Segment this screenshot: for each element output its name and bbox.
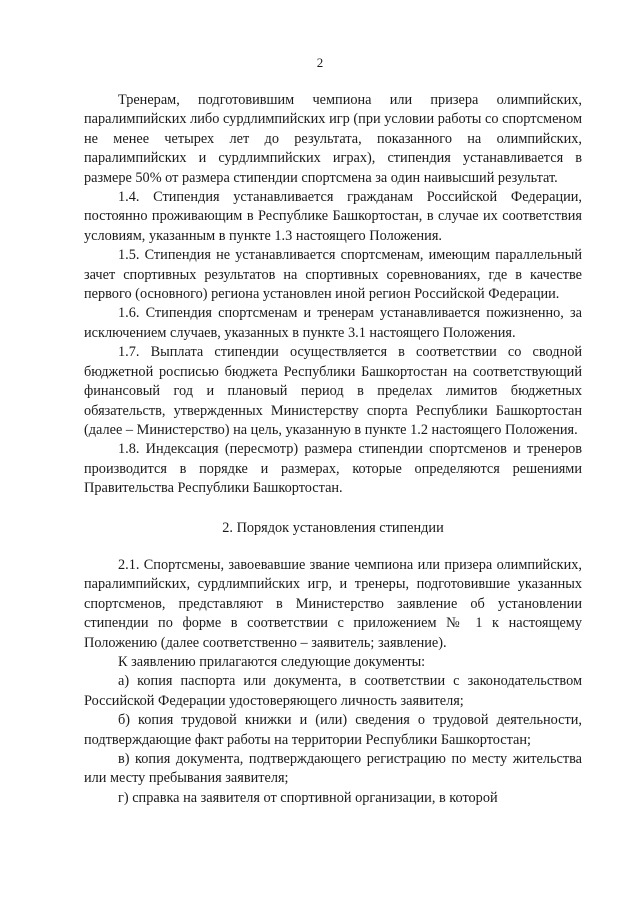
paragraph-coaches: Тренерам, подготовившим чемпиона или призера олимпийских, паралимпийских либо сурдлимпийских игр (при условии работы со спортсменом не менее четырех лет до результата, показанного на олимпийских, паралимпийских и сурдлимпийских играх), стипендия устанавливается в размере 50% от размера стипендии спортсмена за один наивысший результат. — [84, 92, 582, 186]
paragraph-1-5: 1.5. Стипендия не устанавливается спортсменам, имеющим параллельный зачет спортивных результатов на спортивных соревнованиях, где в качестве первого (основного) региона установлен иной регион Российской Федерации. — [84, 247, 582, 303]
list-item-v: в) копия документа, подтверждающего регистрацию по месту жительства или месту пребывания заявителя; — [84, 751, 582, 787]
documents-intro: К заявлению прилагаются следующие документы: — [118, 653, 426, 670]
page-number: 2 — [316, 55, 324, 70]
section-heading: 2. Порядок установления стипендии — [222, 519, 444, 536]
document-body — [84, 91, 582, 808]
paragraph-2-1: 2.1. Спортсмены, завоевавшие звание чемпиона или призера олимпийских, паралимпийских, сурдлимпийских игр, и тренеры, подготовившие указанных спортсменов, представляют в Министерство заявление об установлении стипендии по форме в соответствии с приложением № 1 к настоящему Положению (далее соответственно – заявитель; заявление). — [84, 556, 582, 651]
list-item-a: а) копия паспорта или документа, в соответствии с законодательством Российской Федерации удостоверяющего личность заявителя; — [84, 673, 582, 709]
list-item-b: б) копия трудовой книжки и (или) сведения о трудовой деятельности, подтверждающие факт работы на территории Республики Башкортостан; — [84, 712, 582, 748]
paragraph-1-4: 1.4. Стипендия устанавливается гражданам Российской Федерации, постоянно проживающим в Республике Башкортостан, в случае их соответствия условиям, указанным в пункте 1.3 настоящего Положения. — [84, 189, 582, 244]
paragraph-1-7: 1.7. Выплата стипендии осуществляется в соответствии со сводной бюджетной росписью бюджета Республики Башкортостан на соответствующий финансовый год и плановый период в пределах лимитов бюджетных обязательств, утвержденных Министерству спорта Республики Башкортостан (далее – Министерство) на цель, указанную в пункте 1.2 настоящего Положения. — [84, 344, 582, 438]
list-item-g: г) справка на заявителя от спортивной организации, в которой — [118, 789, 498, 806]
paragraph-1-8: 1.8. Индексация (пересмотр) размера стипендии спортсменов и тренеров производится в порядке и размерах, которые определяются решениями Правительства Республики Башкортостан. — [84, 441, 582, 497]
paragraph-1-6: 1.6. Стипендия спортсменам и тренерам устанавливается пожизненно, за исключением случаев, указанных в пункте 3.1 настоящего Положения. — [84, 305, 582, 341]
